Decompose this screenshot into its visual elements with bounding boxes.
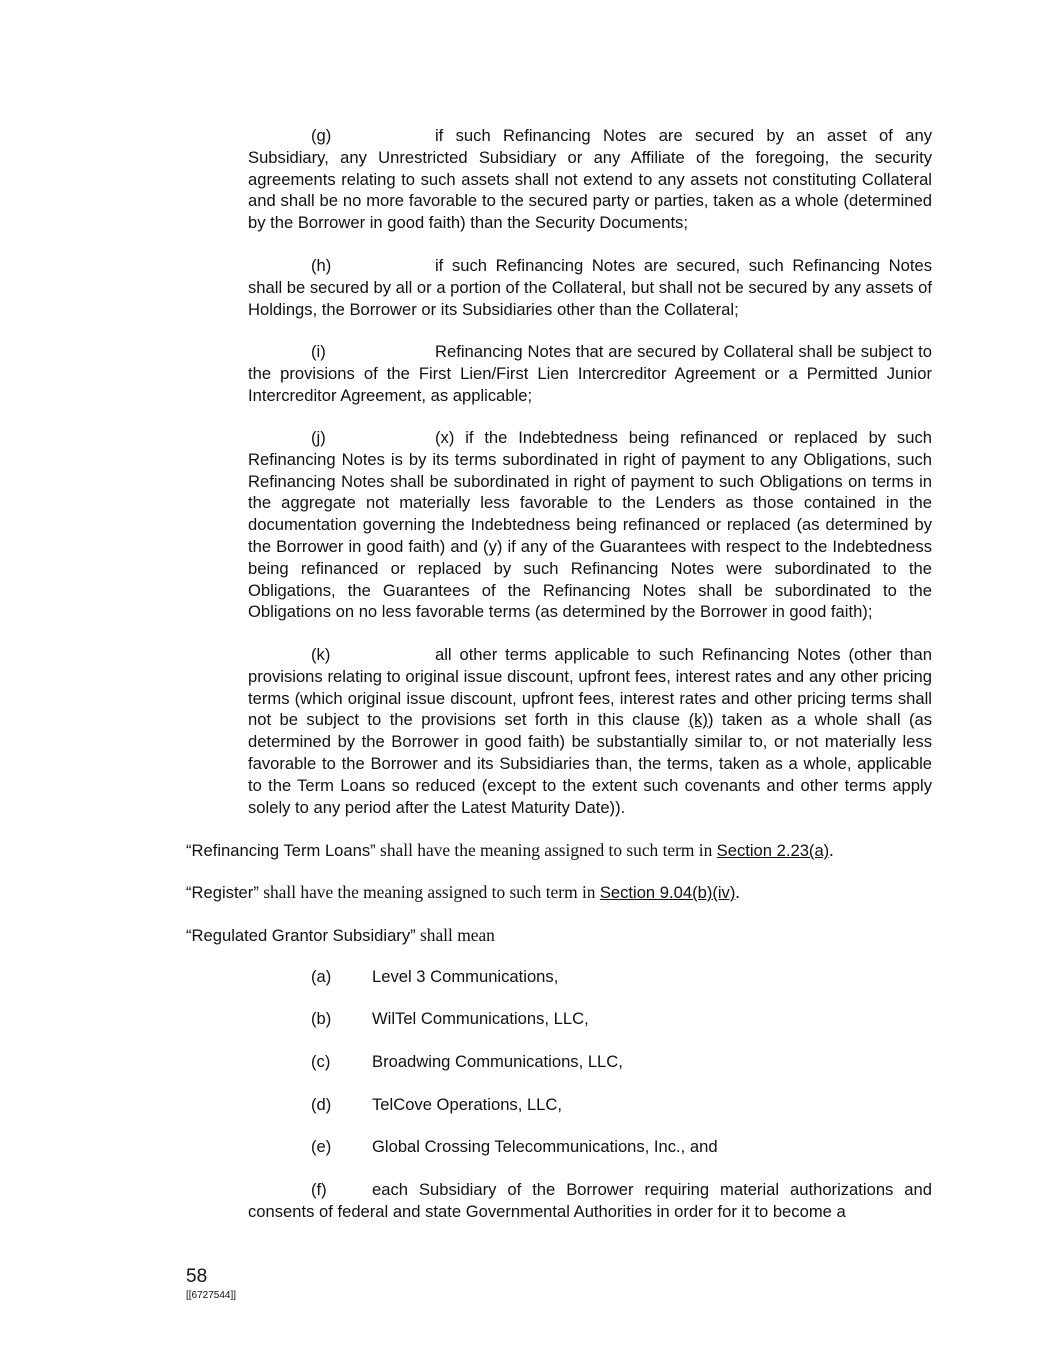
- clause-j: [248, 427, 932, 623]
- list-item-label: (a): [311, 967, 332, 986]
- list-item-text: Level 3 Communications,: [372, 967, 559, 986]
- clause-k-label: (k): [311, 645, 331, 664]
- clause-i-label: (i): [311, 342, 326, 361]
- list-item-label: (e): [311, 1137, 332, 1156]
- clause-i-text: Refinancing Notes that are secured by Collateral shall be subject to the provisions of the First Lien/First Lien Intercreditor Agreement or a Permitted Junior Intercreditor Agreement, as applicable;: [248, 342, 932, 405]
- definition-term: “Register”: [186, 883, 259, 902]
- clause-h-label: (h): [311, 256, 332, 275]
- clause-g-text: if such Refinancing Notes are secured by an asset of any Subsidiary, any Unrestricted Subsidiary or any Affiliate of the foregoing, the security agreements relating to such assets shall not extend to any assets not constituting Collateral and shall be no more favorable to the secured party or parties, taken as a whole (determined by the Borrower in good faith) than the Security Documents;: [248, 126, 932, 233]
- clause-f: [248, 1179, 932, 1223]
- list-item-label: (b): [311, 1009, 332, 1028]
- definition-body: shall mean: [415, 925, 495, 945]
- list-item-text: WilTel Communications, LLC,: [372, 1009, 589, 1028]
- definition-end: .: [735, 882, 740, 902]
- list-item: [311, 1094, 562, 1116]
- definition-register: [186, 881, 946, 904]
- list-item: [311, 1008, 589, 1030]
- list-item-text: Global Crossing Telecommunications, Inc., and: [372, 1137, 718, 1156]
- definition-term: “Refinancing Term Loans”: [186, 841, 376, 860]
- list-item: [311, 966, 558, 988]
- clause-h: [248, 255, 932, 320]
- document-id: [[6727544]]: [186, 1290, 237, 1301]
- list-item-text: Broadwing Communications, LLC,: [372, 1052, 623, 1071]
- list-item: [311, 1051, 623, 1073]
- clause-j-text: (x) if the Indebtedness being refinanced or replaced by such Refinancing Notes is by its terms subordinated in right of payment to any Obligations, such Refinancing Notes shall be subordinated in right of payment to such Obligations on terms in the aggregate not materially less favorable to the Lenders as those contained in the documentation governing the Indebtedness being refinanced or replaced (as determined by the Borrower in good faith) and (y) if any of the Guarantees with respect to the Indebtedness being refinanced or replaced by such Refinancing Notes were subordinated to the Obligations, the Guarantees of the Refinancing Notes shall be subordinated to the Obligations on no less favorable terms (as determined by the Borrower in good faith);: [248, 428, 932, 622]
- clause-k-text-before: all other terms applicable to such Refinancing Notes (other than provisions relating to original issue discount, upfront fees, interest rates and any other pricing terms (which original issue discount, upfront fees, interest rates and other pricing terms shall not be subject to the provisions set forth in this clause: [248, 645, 932, 730]
- clause-f-label: (f): [311, 1180, 327, 1199]
- page-number: 58: [186, 1266, 208, 1287]
- definition-end: .: [829, 840, 834, 860]
- clause-k-text-after: ) taken as a whole shall (as determined by the Borrower in good faith) be substantially similar to, or not materially less favorable to the Borrower and its Subsidiaries than, the terms, taken as a whole, applicable to the Term Loans so reduced (except to the extent such covenants and other terms apply solely to any period after the Latest Maturity Date)).: [248, 710, 932, 817]
- definition-body: shall have the meaning assigned to such term in: [258, 882, 600, 902]
- clause-k: [248, 644, 932, 818]
- section-reference-link[interactable]: Section 2.23(a): [716, 841, 830, 860]
- clause-g-label: (g): [311, 126, 332, 145]
- clause-k-reference[interactable]: (k): [688, 710, 708, 730]
- definition-regulated-grantor-subsidiary: [186, 924, 946, 947]
- list-item-label: (d): [311, 1095, 332, 1114]
- list-item-label: (c): [311, 1052, 331, 1071]
- clause-j-label: (j): [311, 428, 326, 447]
- clause-i: [248, 341, 932, 406]
- list-item-text: TelCove Operations, LLC,: [372, 1095, 563, 1114]
- list-item: [311, 1136, 718, 1158]
- definition-refinancing-term-loans: [186, 839, 946, 862]
- definition-body: shall have the meaning assigned to such term in: [375, 840, 717, 860]
- clause-h-text: if such Refinancing Notes are secured, such Refinancing Notes shall be secured by all or a portion of the Collateral, but shall not be secured by any assets of Holdings, the Borrower or its Subsidiaries other than the Collateral;: [248, 256, 932, 319]
- clause-g: [248, 125, 932, 234]
- definition-term: “Regulated Grantor Subsidiary”: [186, 926, 416, 945]
- clause-f-text: each Subsidiary of the Borrower requiring material authorizations and consents of federal and state Governmental Authorities in order for it to become a: [248, 1180, 932, 1221]
- section-reference-link[interactable]: Section 9.04(b)(iv): [599, 883, 736, 902]
